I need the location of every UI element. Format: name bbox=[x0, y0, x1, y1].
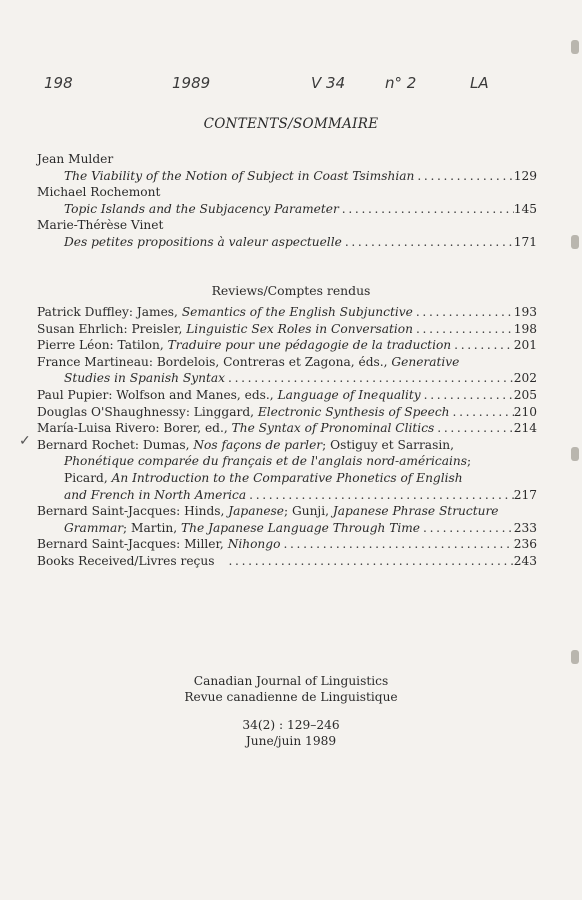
article-entry bbox=[37, 234, 537, 251]
review-title: The Japanese Language Through Time bbox=[181, 520, 421, 535]
page-number: 205 bbox=[513, 387, 537, 402]
books-received-entry bbox=[37, 554, 537, 568]
review-title: Japanese bbox=[228, 504, 284, 519]
page-number: 145 bbox=[513, 201, 537, 216]
review-entry-line bbox=[37, 370, 537, 387]
review-entry-line: Grammar; Martin, The Japanese Language Through Time . . . 233 bbox=[37, 520, 537, 537]
page-number: 210 bbox=[513, 404, 537, 419]
article-title: Des petites propositions à valeur aspectuelle bbox=[64, 234, 342, 249]
review-entry bbox=[37, 387, 537, 404]
reviews-title: Reviews/Comptes rendus bbox=[211, 283, 371, 298]
handwritten-note: n° 2 bbox=[385, 74, 417, 92]
review-entry bbox=[37, 536, 537, 553]
review-title: Traduire pour une pédagogie de la traduction bbox=[167, 338, 452, 353]
review-title: The Syntax of Pronominal Clitics bbox=[231, 421, 435, 436]
page-number: 193 bbox=[513, 305, 537, 319]
page-number: 129 bbox=[513, 168, 537, 183]
review-title: Phonétique comparée du français et de l'anglais nord-américains bbox=[64, 454, 468, 469]
review-entry bbox=[37, 404, 537, 421]
page-number: 201 bbox=[513, 338, 537, 353]
page-number: 202 bbox=[513, 371, 537, 386]
journal-name bbox=[0, 673, 582, 705]
leader-dots bbox=[413, 321, 514, 338]
handwritten-note: LA bbox=[470, 74, 489, 92]
journal-name-fr: Revue canadienne de Linguistique bbox=[184, 690, 398, 704]
leader-dots bbox=[414, 168, 513, 185]
handwritten-note: 198 bbox=[44, 74, 73, 92]
review-title: Japanese Phrase Structure bbox=[332, 504, 499, 519]
review-author: María-Luisa Rivero: Borer, ed., bbox=[37, 421, 232, 436]
handwritten-note: 1989 bbox=[172, 74, 211, 92]
leader-dots bbox=[450, 404, 514, 421]
issue-date: June/juin 1989 bbox=[245, 734, 337, 748]
reviews-list bbox=[37, 304, 537, 553]
issue-info bbox=[0, 717, 582, 749]
review-title: Electronic Synthesis of Speech bbox=[257, 404, 450, 419]
page-number: 243 bbox=[513, 554, 537, 568]
article-author: Marie-Thérèse Vinet bbox=[37, 218, 164, 233]
page-number: 217 bbox=[513, 487, 537, 502]
review-title: An Introduction to the Comparative Phonetics of English bbox=[111, 470, 463, 485]
review-title: Grammar bbox=[64, 520, 124, 535]
review-author: Bernard Saint-Jacques: Hinds, bbox=[37, 504, 229, 519]
leader-dots bbox=[420, 520, 514, 537]
leader-dots bbox=[225, 370, 514, 387]
review-title: Semantics of the English Subjunctive bbox=[181, 305, 413, 319]
books-received-label: Books Received/Livres reçus bbox=[37, 554, 215, 568]
review-entry-line: Bernard Saint-Jacques: Hinds, Japanese; Gunji, Japanese Phrase Structure bbox=[37, 504, 499, 519]
leader-dots bbox=[339, 201, 514, 218]
contents-title: CONTENTS/SOMMAIRE bbox=[203, 116, 379, 132]
scan-edge-mark bbox=[571, 40, 579, 54]
leader-dots bbox=[434, 420, 513, 437]
review-author: Bernard Saint-Jacques: Miller, bbox=[37, 537, 228, 552]
review-entry-line: Picard, An Introduction to the Comparative Phonetics of English bbox=[64, 470, 463, 485]
page-number: 171 bbox=[513, 234, 537, 249]
review-entry bbox=[37, 420, 537, 437]
page-number: 233 bbox=[513, 520, 537, 535]
review-entry bbox=[37, 304, 537, 321]
leader-dots bbox=[246, 487, 514, 504]
review-entry-line bbox=[37, 354, 537, 371]
review-title: Linguistic Sex Roles in Conversation bbox=[186, 321, 413, 336]
page-number: 236 bbox=[513, 537, 537, 552]
volume-pages: 34(2) : 129–246 bbox=[242, 718, 340, 732]
review-author: Patrick Duffley: James, bbox=[37, 305, 182, 319]
leader-dots bbox=[451, 337, 514, 354]
article-title: Topic Islands and the Subjacency Parameter bbox=[64, 201, 339, 216]
review-author: Douglas O'Shaughnessy: Linggard, bbox=[37, 404, 258, 419]
review-title: Language of Inequality bbox=[277, 387, 421, 402]
check-mark-icon: ✓ bbox=[19, 433, 31, 449]
page-number: 214 bbox=[513, 421, 537, 436]
article-entry bbox=[37, 168, 537, 185]
review-author: France Martineau: Bordelois, Contreras et Zagona, éds., bbox=[37, 354, 392, 369]
leader-dots bbox=[421, 387, 514, 404]
review-author: Paul Pupier: Wolfson and Manes, eds., bbox=[37, 387, 278, 402]
review-author: Susan Ehrlich: Preisler, bbox=[37, 321, 187, 336]
leader-dots bbox=[413, 304, 514, 321]
review-entry bbox=[37, 337, 537, 354]
review-author: Pierre Léon: Tatilon, bbox=[37, 338, 168, 353]
article-title: The Viability of the Notion of Subject in Coast Tsimshian bbox=[64, 168, 415, 183]
leader-dots bbox=[215, 554, 514, 568]
review-entry-line: Bernard Rochet: Dumas, Nos façons de parler; Ostiguy et Sarrasin, bbox=[37, 437, 454, 452]
scan-edge-mark bbox=[571, 235, 579, 249]
article-author: Michael Rochemont bbox=[37, 185, 161, 200]
review-title: Generative bbox=[391, 354, 460, 369]
article-author: Jean Mulder bbox=[37, 152, 114, 166]
review-entry bbox=[37, 321, 537, 338]
page-number: 198 bbox=[513, 321, 537, 336]
scan-edge-mark bbox=[571, 447, 579, 461]
leader-dots bbox=[280, 536, 513, 553]
review-author: Bernard Rochet: Dumas, bbox=[37, 437, 194, 452]
review-title: Nihongo bbox=[227, 537, 281, 552]
articles-list bbox=[37, 151, 537, 251]
review-entry-line: Phonétique comparée du français et de l'anglais nord-américains; bbox=[64, 454, 472, 469]
leader-dots bbox=[342, 234, 514, 251]
review-entry-line bbox=[37, 487, 537, 504]
scan-edge-mark bbox=[571, 650, 579, 664]
review-title: Nos façons de parler bbox=[193, 437, 323, 452]
journal-name-en: Canadian Journal of Linguistics bbox=[193, 674, 389, 688]
handwritten-note: V 34 bbox=[311, 74, 346, 92]
review-title: Studies in Spanish Syntax bbox=[64, 371, 226, 386]
article-entry bbox=[37, 201, 537, 218]
review-title: and French in North America bbox=[64, 487, 247, 502]
